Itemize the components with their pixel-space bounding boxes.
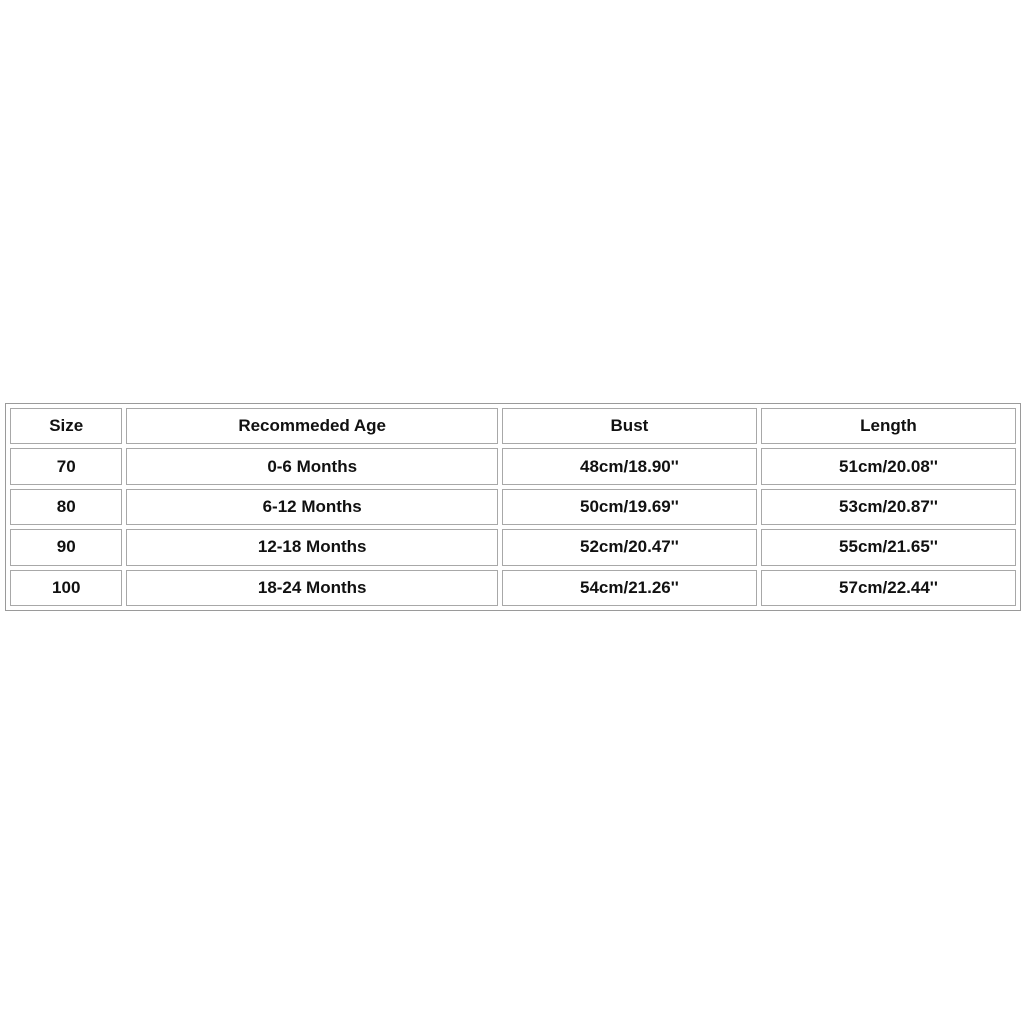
table-row <box>10 529 1016 565</box>
cell-age: 12-18 Months <box>126 529 497 565</box>
cell-size: 100 <box>10 570 122 606</box>
cell-bust: 54cm/21.26'' <box>502 570 757 606</box>
cell-length: 57cm/22.44'' <box>761 570 1016 606</box>
header-length: Length <box>761 408 1016 444</box>
table-row <box>10 570 1016 606</box>
cell-size: 90 <box>10 529 122 565</box>
header-bust: Bust <box>502 408 757 444</box>
size-chart-table <box>5 403 1021 611</box>
cell-age: 6-12 Months <box>126 489 497 525</box>
table-row <box>10 448 1016 484</box>
cell-size: 70 <box>10 448 122 484</box>
cell-length: 51cm/20.08'' <box>761 448 1016 484</box>
cell-size: 80 <box>10 489 122 525</box>
cell-length: 53cm/20.87'' <box>761 489 1016 525</box>
header-age: Recommeded Age <box>126 408 497 444</box>
cell-bust: 52cm/20.47'' <box>502 529 757 565</box>
header-size: Size <box>10 408 122 444</box>
cell-length: 55cm/21.65'' <box>761 529 1016 565</box>
table-header-row <box>10 408 1016 444</box>
table-row <box>10 489 1016 525</box>
cell-age: 18-24 Months <box>126 570 497 606</box>
cell-bust: 48cm/18.90'' <box>502 448 757 484</box>
cell-bust: 50cm/19.69'' <box>502 489 757 525</box>
cell-age: 0-6 Months <box>126 448 497 484</box>
